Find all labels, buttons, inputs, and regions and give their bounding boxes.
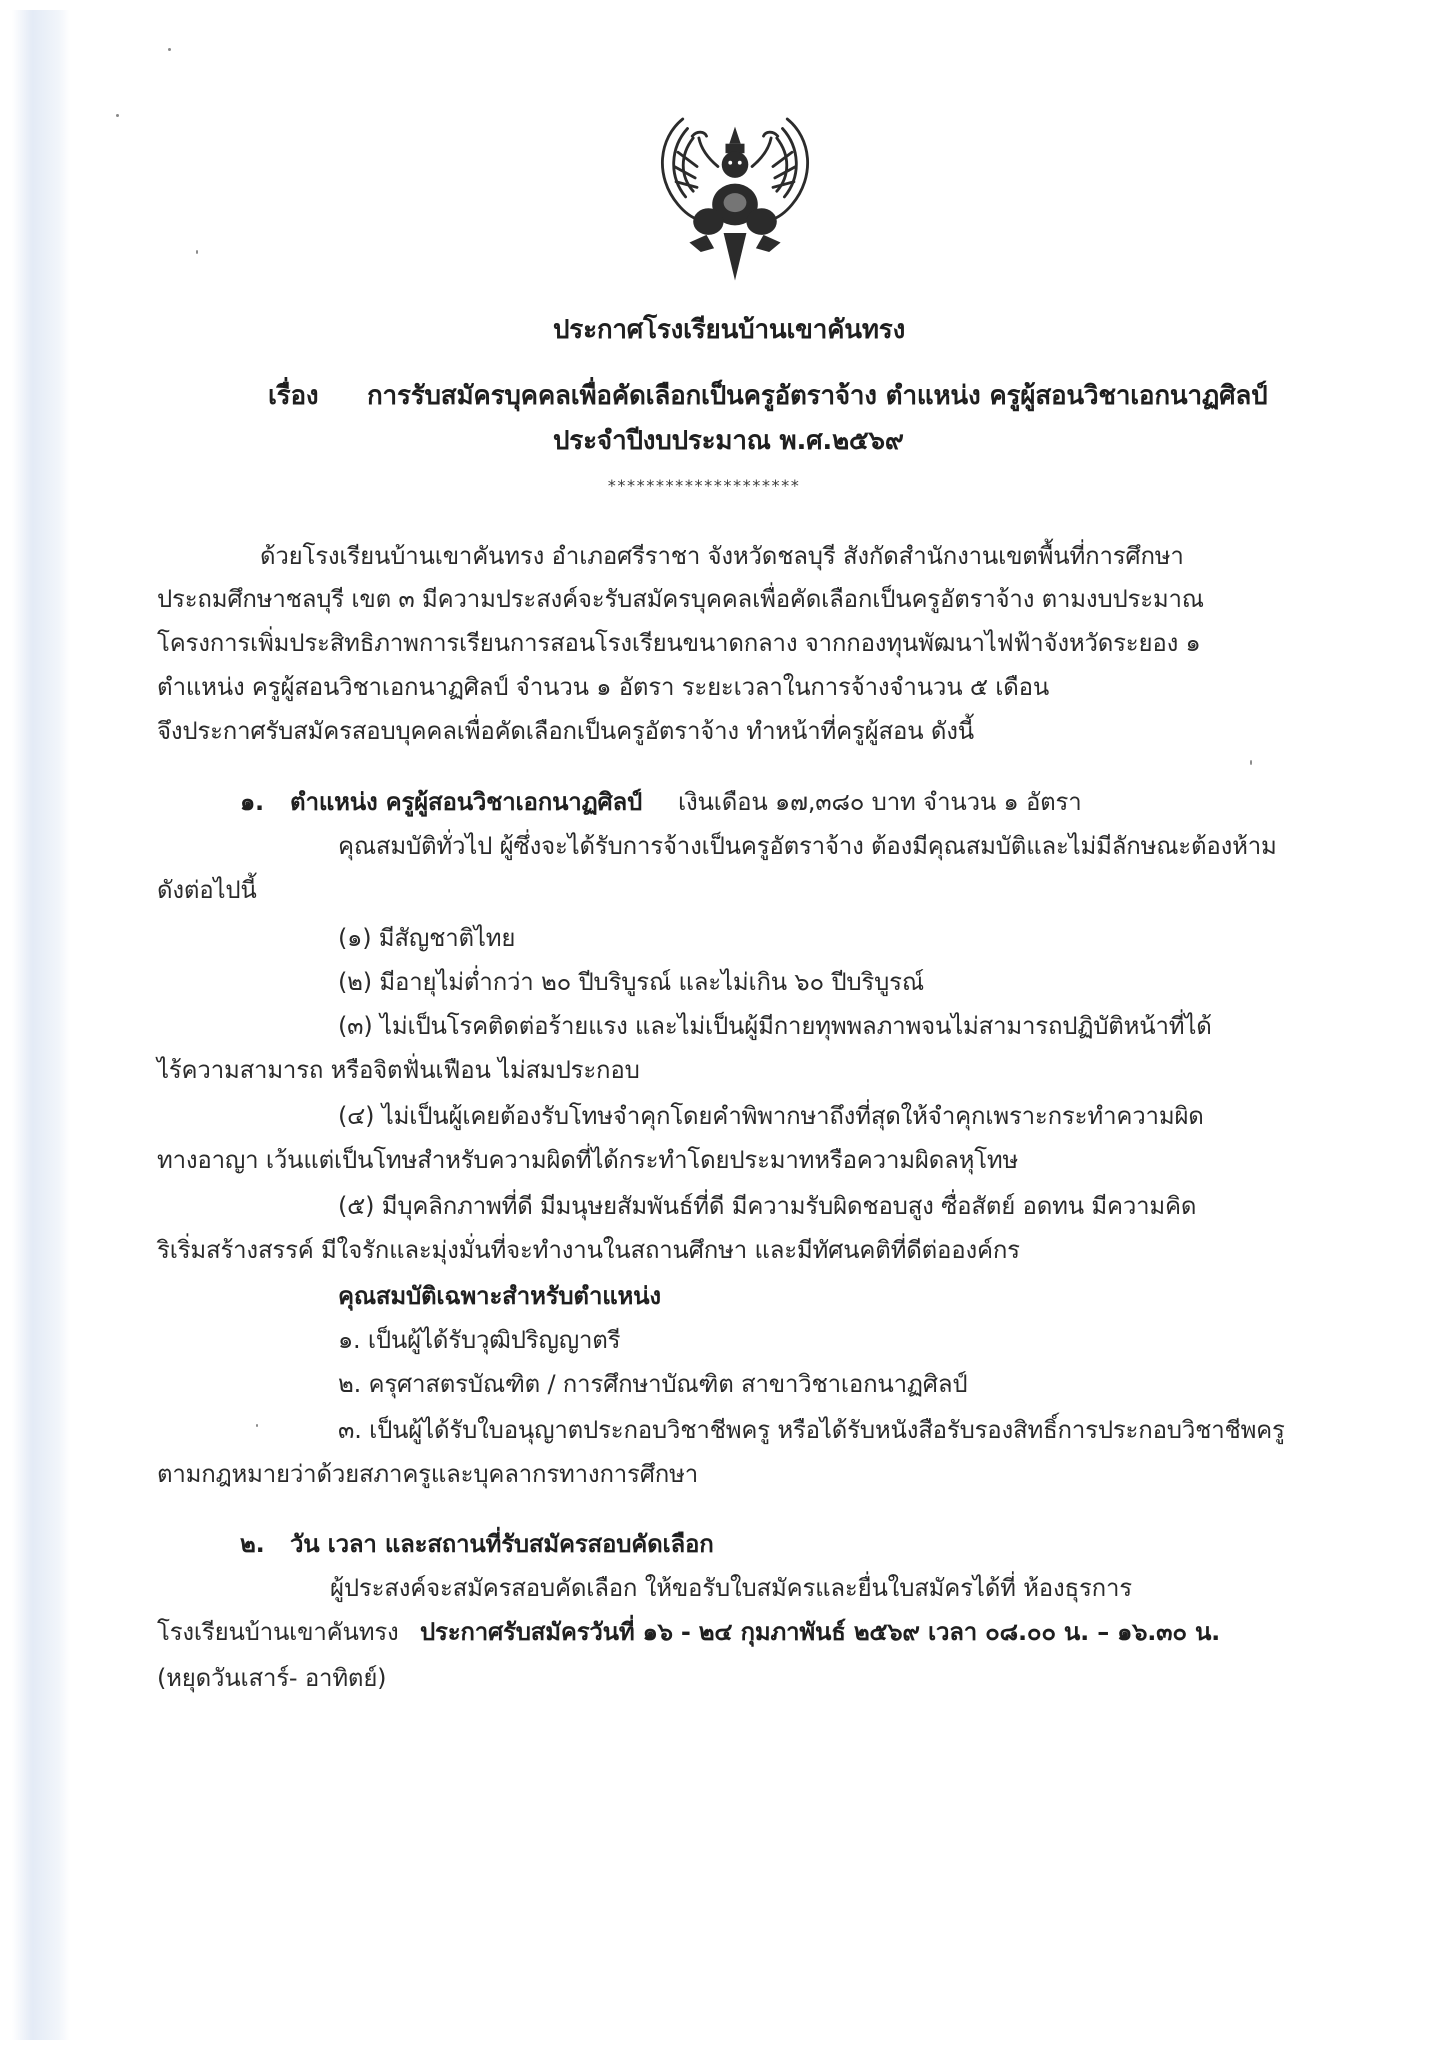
section-2-heading: วัน เวลา และสถานที่รับสมัครสอบคัดเลือก <box>290 1530 714 1558</box>
general-item: (๑) มีสัญชาติไทย <box>338 924 516 952</box>
section-2-number: ๒. <box>240 1530 265 1558</box>
intro-line: โครงการเพิ่มประสิทธิภาพการเรียนการสอนโรงเรียนขนาดกลาง จากกองทุนพัฒนาไฟฟ้าจังหวัดระยอง ๑ <box>157 629 1201 657</box>
subject-line-2: ประจำปีงบประมาณ พ.ศ.๒๕๖๙ <box>553 426 904 456</box>
garuda-emblem-icon <box>640 100 830 290</box>
scan-speck <box>256 1424 258 1427</box>
application-period: ประกาศรับสมัครวันที่ ๑๖ - ๒๔ กุมภาพันธ์ ๒๕๖๙ เวลา ๐๘.๐๐ น. – ๑๖.๓๐ น. <box>420 1618 1221 1646</box>
specific-qualifications-heading: คุณสมบัติเฉพาะสำหรับตำแหน่ง <box>338 1282 661 1310</box>
general-item: (๕) มีบุคลิกภาพที่ดี มีมนุษยสัมพันธ์ที่ดี มีความรับผิดชอบสูง ซื่อสัตย์ อดทน มีความคิด <box>338 1192 1197 1220</box>
scan-edge-shadow <box>12 10 70 2040</box>
scan-speck <box>1250 760 1252 765</box>
general-item: (๒) มีอายุไม่ต่ำกว่า ๒๐ ปีบริบูรณ์ และไม่เกิน ๖๐ ปีบริบูรณ์ <box>338 968 924 996</box>
general-item-continuation: ทางอาญา เว้นแต่เป็นโทษสำหรับความผิดที่ได้กระทำโดยประมาทหรือความผิดลหุโทษ <box>157 1146 1019 1174</box>
announcement-title: ประกาศโรงเรียนบ้านเขาคันทรง <box>553 315 906 345</box>
intro-line: ด้วยโรงเรียนบ้านเขาคันทรง อำเภอศรีราชา จังหวัดชลบุรี สังกัดสำนักงานเขตพื้นที่การศึกษา <box>260 542 1184 570</box>
specific-item: ๒. ครุศาสตรบัณฑิต / การศึกษาบัณฑิต สาขาวิชาเอกนาฏศิลป์ <box>338 1370 968 1398</box>
subject-label: เรื่อง <box>268 381 319 411</box>
separator-stars: ******************** <box>607 476 800 495</box>
section-1-heading: ตำแหน่ง ครูผู้สอนวิชาเอกนาฏศิลป์ <box>290 788 643 816</box>
specific-item: ๓. เป็นผู้ได้รับใบอนุญาตประกอบวิชาชีพครู หรือได้รับหนังสือรับรองสิทธิ์การประกอบวิชาชีพครู <box>338 1416 1285 1444</box>
scan-speck <box>116 114 119 117</box>
section-2-school-name: โรงเรียนบ้านเขาคันทรง <box>157 1618 399 1646</box>
general-qualifications-line: ดังต่อไปนี้ <box>157 876 257 904</box>
intro-line: ประถมศึกษาชลบุรี เขต ๓ มีความประสงค์จะรับสมัครบุคคลเพื่อคัดเลือกเป็นครูอัตราจ้าง ตามงบประมาณ <box>157 585 1204 613</box>
scan-speck <box>168 48 171 51</box>
section-2-line: ผู้ประสงค์จะสมัครสอบคัดเลือก ให้ขอรับใบสมัครและยื่นใบสมัครได้ที่ ห้องธุรการ <box>330 1574 1132 1602</box>
intro-line: จึงประกาศรับสมัครสอบบุคคลเพื่อคัดเลือกเป็นครูอัตราจ้าง ทำหน้าที่ครูผู้สอน ดังนี้ <box>157 717 974 745</box>
intro-line: ตำแหน่ง ครูผู้สอนวิชาเอกนาฏศิลป์ จำนวน ๑ อัตรา ระยะเวลาในการจ้างจำนวน ๕ เดือน <box>157 673 1050 701</box>
specific-item: ๑. เป็นผู้ได้รับวุฒิปริญญาตรี <box>338 1326 621 1354</box>
general-item-continuation: ริเริ่มสร้างสรรค์ มีใจรักและมุ่งมั่นที่จะทำงานในสถานศึกษา และมีทัศนคติที่ดีต่อองค์กร <box>157 1236 1020 1264</box>
section-1-salary: เงินเดือน ๑๗,๓๘๐ บาท จำนวน ๑ อัตรา <box>678 788 1082 816</box>
general-item: (๓) ไม่เป็นโรคติดต่อร้ายแรง และไม่เป็นผู้มีกายทุพพลภาพจนไม่สามารถปฏิบัติหน้าที่ได้ <box>338 1012 1212 1040</box>
subject-line-1: การรับสมัครบุคคลเพื่อคัดเลือกเป็นครูอัตราจ้าง ตำแหน่ง ครูผู้สอนวิชาเอกนาฏศิลป์ <box>367 381 1268 411</box>
general-item: (๔) ไม่เป็นผู้เคยต้องรับโทษจำคุกโดยคำพิพากษาถึงที่สุดให้จำคุกเพราะกระทำความผิด <box>338 1102 1204 1130</box>
scan-speck <box>196 250 198 254</box>
holiday-note: (หยุดวันเสาร์- อาทิตย์) <box>157 1664 387 1692</box>
section-1-number: ๑. <box>240 788 264 816</box>
general-item-continuation: ไร้ความสามารถ หรือจิตฟั่นเฟือน ไม่สมประกอบ <box>157 1056 640 1084</box>
general-qualifications-line: คุณสมบัติทั่วไป ผู้ซึ่งจะได้รับการจ้างเป็นครูอัตราจ้าง ต้องมีคุณสมบัติและไม่มีลักษณะต้องห้าม <box>338 832 1277 860</box>
specific-item-continuation: ตามกฎหมายว่าด้วยสภาครูและบุคลากรทางการศึกษา <box>157 1460 699 1488</box>
